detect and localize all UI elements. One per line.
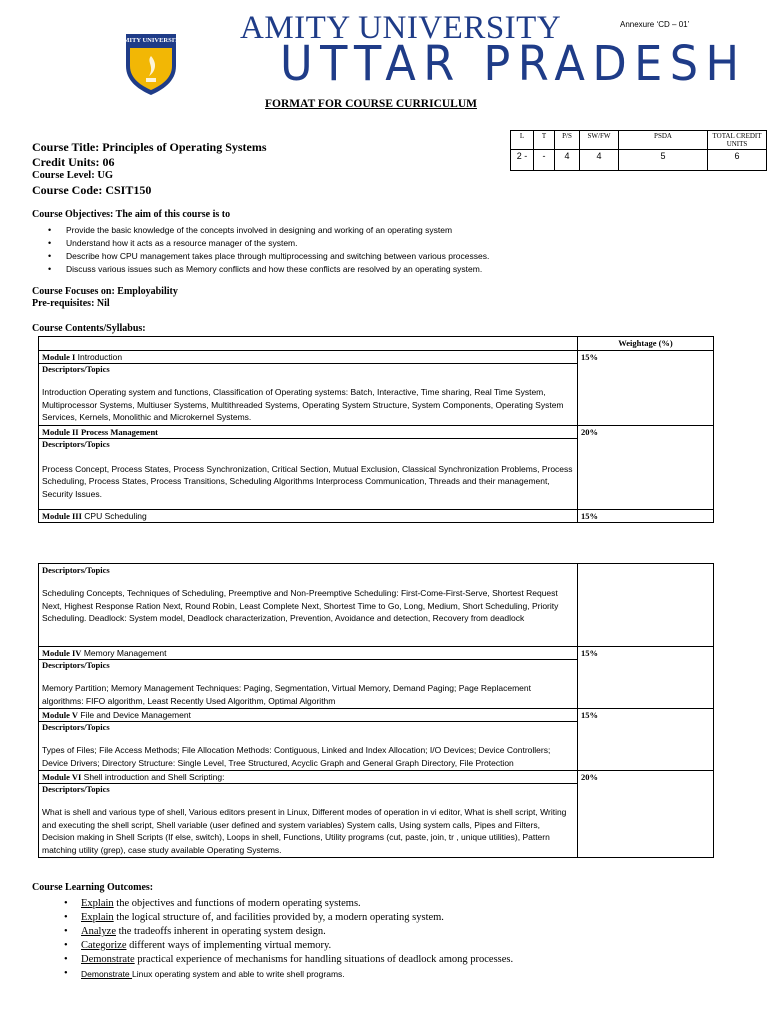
list-item <box>62 939 513 953</box>
module-prefix: Module II <box>42 426 79 437</box>
format-title: FORMAT FOR COURSE CURRICULUM <box>265 98 478 110</box>
module-title <box>42 427 574 437</box>
module-name: Shell introduction and Shell Scripting: <box>83 772 225 782</box>
course-code: Course Code: CSIT150 <box>32 183 152 197</box>
header-cell: P/S <box>555 131 580 150</box>
module-topics: Memory Partition; Memory Management Techniques: Paging, Segmentation, Virtual Memory, Demand Paging; Page Replacement algorithms: FIFO algorithm, Least Recently Used Algorithm, Optimal Algorithm <box>42 683 531 706</box>
module-prefix: Module III <box>42 511 82 521</box>
module-topics: Process Concept, Process States, Process Synchronization, Critical Section, Mutual Exclusion, Classical Synchronization Problems, Process Scheduling, Process States, Process Transitions, Scheduling Algorithms Interprocess Communication, Threads and their management, Security Issues. <box>42 463 573 499</box>
outcomes-heading: Course Learning Outcomes: <box>32 882 154 893</box>
descriptors-label: Descriptors/Topics <box>42 364 110 374</box>
outcome-text: practical experience of mechanisms for handling situations of deadlock among processes. <box>134 954 514 965</box>
credit-table-value-row <box>511 150 767 171</box>
module-cell <box>39 425 578 510</box>
header-cell: L <box>511 131 534 150</box>
module-prefix: Module VI <box>42 772 82 782</box>
module-weight: 15% <box>578 709 714 771</box>
value-cell: 5 <box>619 150 708 171</box>
table-row <box>39 647 714 709</box>
module-topics: Introduction Operating system and functions, Classification of Operating systems: Batch, Interactive, Time sharing, Real Time System, Multiprocessor Systems, Multiuser Systems, Multithreaded Systems, Operating System Structure, System Components, Operating System Services, Kernels, Monolithic and Microkernel Systems. <box>42 387 564 422</box>
list-item <box>62 897 513 911</box>
outcomes-list <box>62 897 513 981</box>
module-title <box>42 511 574 521</box>
value-cell: - <box>534 150 555 171</box>
syllabus-table-part1 <box>38 336 714 523</box>
module-name: File and Device Management <box>80 710 191 720</box>
credit-table <box>510 130 767 171</box>
credit-table-header-row <box>511 131 767 150</box>
module-name: Process Management <box>80 426 159 437</box>
course-title: Course Title: Principles of Operating Systems <box>32 140 267 154</box>
descriptors-label: Descriptors/Topics <box>42 660 110 670</box>
table-row <box>39 351 714 426</box>
outcome-verb: Categorize <box>81 940 127 951</box>
value-cell: 2 - <box>511 150 534 171</box>
value-cell: 4 <box>555 150 580 171</box>
outcome-verb: Explain <box>81 912 114 923</box>
module-topics: Scheduling Concepts, Techniques of Scheduling, Preemptive and Non-Preemptive Scheduling: First-Come-First-Serve, Shortest Request Next, Highest Response Ration Next, Round Robin, Least Complete Next, Shortest Time to Go, Long, Medium, Short Scheduling, Priority Scheduling. Deadlock: System model, Deadlock characterization, Prevention, Avoidance and detection, Recovery from deadlock <box>42 588 559 623</box>
header-cell: SW/FW <box>580 131 619 150</box>
module-cell <box>39 564 578 647</box>
amity-logo <box>118 30 184 96</box>
list-item: • Understand how it acts as a resource manager of the system. <box>48 237 489 250</box>
weightage-header: Weightage (%) <box>578 337 714 351</box>
table-row <box>39 510 714 523</box>
outcome-text: the tradeoffs inherent in operating system design. <box>115 926 326 937</box>
header-cell: TOTAL CREDIT UNITS <box>708 131 767 150</box>
module-title <box>42 710 574 720</box>
table-row <box>39 425 714 510</box>
module-weight: 15% <box>578 351 714 426</box>
course-level: Course Level: UG <box>32 170 114 181</box>
list-item <box>62 925 513 939</box>
value-cell: 6 <box>708 150 767 171</box>
outcome-verb: Analyze <box>81 926 116 937</box>
list-item: • Describe how CPU management takes place through multiprocessing and switching between various processes. <box>48 250 489 263</box>
module-name: Memory Management <box>83 648 167 658</box>
module-weight: 15% <box>578 647 714 709</box>
campus-name: UTTAR PRADESH <box>280 36 747 92</box>
module-topics: What is shell and various type of shell, Various editors present in Linux, Different modes of operation in vi editor, What is shell script, Writing and executing the shell script, Shell variable (user defined and system variables) System calls, Using system calls, Pipes and Filters, Decision making in Shell Scripts (If else, switch), Loops in shell, Functions, Utility programs (cut, paste, join, tr , unique utilities), Pattern matching utility (grep), case study available Operating Systems. <box>42 807 567 855</box>
table-row <box>39 771 714 858</box>
credit-units: Credit Units: 06 <box>32 155 115 169</box>
outcome-text: Linux operating system and able to write shell programs. <box>132 969 345 979</box>
table-row <box>39 709 714 771</box>
objectives-list <box>48 224 489 276</box>
module-prefix: Module V <box>42 710 78 720</box>
module-topics: Types of Files; File Access Methods; File Allocation Methods: Contiguous, Linked and Index Allocation; I/O Devices; Device Controllers; Device Drivers; Directory Structure: Single Level, Tree Structured, Acyclic Graph and General Graph Directory, File Protection <box>42 745 551 768</box>
outcome-text: the logical structure of, and facilities provided by, a modern operating system. <box>113 912 444 923</box>
list-item <box>62 911 513 925</box>
prerequisites: Pre-requisites: Nil <box>32 298 110 309</box>
module-cell <box>39 510 578 523</box>
contents-heading: Course Contents/Syllabus: <box>32 323 146 334</box>
outcome-verb: Demonstrate <box>81 954 135 965</box>
module-prefix: Module IV <box>42 648 82 658</box>
list-item: • Provide the basic knowledge of the concepts involved in designing and working of an operating system <box>48 224 489 237</box>
outcome-text: different ways of implementing virtual memory. <box>126 940 332 951</box>
module-title <box>42 648 574 658</box>
module-weight: 20% <box>578 771 714 858</box>
descriptors-label: Descriptors/Topics <box>42 784 110 794</box>
list-item <box>62 953 513 967</box>
header-cell: T <box>534 131 555 150</box>
module-weight: 20% <box>578 425 714 510</box>
outcome-verb: Demonstrate <box>81 969 133 979</box>
header-cell: PSDA <box>619 131 708 150</box>
module-title <box>42 772 574 782</box>
module-name: CPU Scheduling <box>84 511 147 521</box>
university-name: AMITY UNIVERSITY <box>240 10 562 46</box>
descriptors-label: Descriptors/Topics <box>42 565 110 575</box>
module-name: Introduction <box>77 352 123 362</box>
annexure-label: Annexure ‘CD – 01’ <box>620 20 690 29</box>
course-focus: Course Focuses on: Employability <box>32 286 178 297</box>
descriptors-label: Descriptors/Topics <box>42 722 110 732</box>
table-row <box>39 337 714 351</box>
outcome-text: the objectives and functions of modern operating systems. <box>113 898 361 909</box>
module-prefix: Module I <box>42 352 76 362</box>
module-cell <box>39 709 578 771</box>
value-cell: 4 <box>580 150 619 171</box>
module-cell <box>39 351 578 426</box>
syllabus-table-part2 <box>38 563 714 858</box>
descriptors-label: Descriptors/Topics <box>42 438 110 449</box>
module-weight: 15% <box>578 510 714 523</box>
table-row <box>39 564 714 647</box>
module-title <box>42 352 574 362</box>
outcome-verb: Explain <box>81 898 114 909</box>
list-item: • Discuss various issues such as Memory conflicts and how these conflicts are resolved by an operating system. <box>48 263 489 276</box>
module-cell <box>39 771 578 858</box>
list-item <box>62 967 513 981</box>
objectives-heading: Course Objectives: The aim of this course is to <box>32 209 231 220</box>
module-cell <box>39 647 578 709</box>
logo-text: AMITY UNIVERSITY <box>118 37 184 44</box>
